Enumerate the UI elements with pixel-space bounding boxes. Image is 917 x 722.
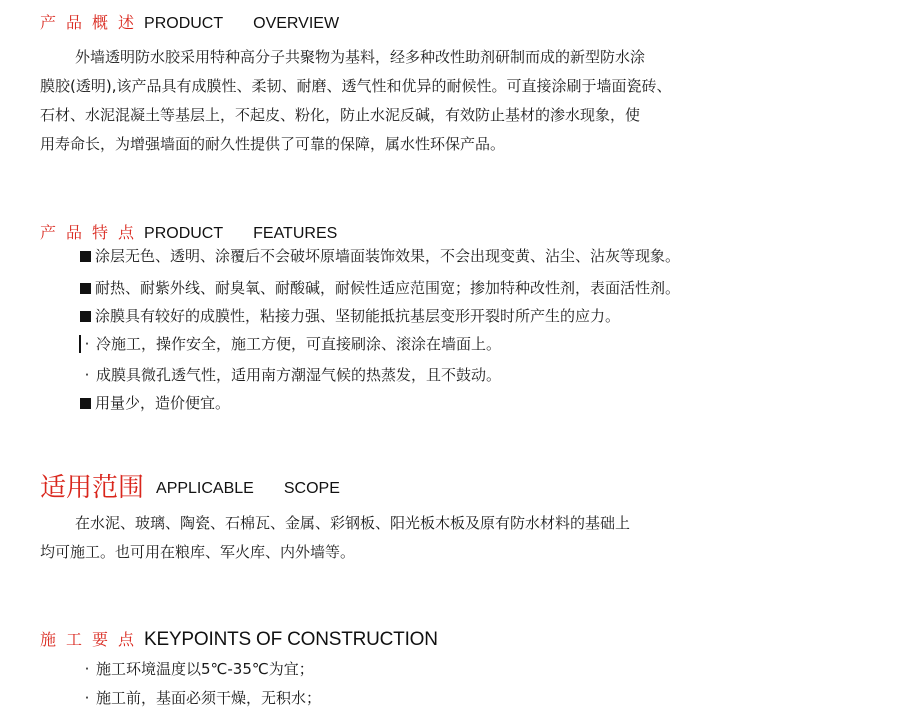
scope-line: 在水泥、玻璃、陶瓷、石棉瓦、金属、彩钢板、阳光板木板及原有防水材料的基础上 (75, 514, 631, 532)
feature-text: 成膜具微孔透气性，适用南方潮湿气候的热蒸发，且不鼓动。 (96, 366, 502, 384)
feature-item (80, 334, 501, 354)
scope-title-en1: APPLICABLE (156, 480, 254, 497)
scope-heading (40, 475, 340, 501)
construction-title-zh: 施工要点 (40, 630, 145, 649)
overview-title-en1: PRODUCT (144, 15, 224, 32)
features-title-zh: 产品特点 (40, 223, 145, 242)
overview-heading (40, 15, 339, 32)
feature-item (80, 278, 680, 298)
square-bullet-icon (80, 311, 91, 322)
feature-item (80, 246, 680, 266)
features-title-en1: PRODUCT (144, 225, 224, 242)
overview-line: 外墙透明防水胶采用特种高分子共聚物为基料，经多种改性助剂研制而成的新型防水涂 (75, 48, 646, 66)
square-bullet-icon (80, 251, 91, 262)
feature-text: 涂膜具有较好的成膜性，粘接力强、坚韧能抵抗基层变形开裂时所产生的应力。 (95, 307, 621, 325)
construction-item (80, 688, 321, 708)
scope-title-zh: 适用范围 (40, 473, 145, 503)
construction-item (80, 659, 314, 679)
feature-text: 冷施工，操作安全，施工方便，可直接刷涂、滚涂在墙面上。 (96, 335, 502, 353)
construction-title-en: KEYPOINTS OF CONSTRUCTION (144, 629, 438, 650)
scope-paragraph (40, 509, 630, 567)
features-heading (40, 225, 337, 242)
construction-heading (40, 630, 438, 649)
scope-line: 均可施工。也可用在粮库、军火库、内外墙等。 (40, 543, 356, 561)
overview-line: 石材、水泥混凝土等基层上，不起皮、粉化，防止水泥反碱，有效防止基材的渗水现象，使 (40, 106, 641, 124)
feature-text: 用量少，造价便宜。 (95, 394, 231, 412)
square-bullet-icon (80, 283, 91, 294)
feature-item (80, 306, 620, 326)
feature-text: 涂层无色、透明、涂覆后不会破坏原墙面装饰效果，不会出现变黄、沾尘、沾灰等现象。 (95, 247, 681, 265)
square-bullet-icon (80, 398, 91, 409)
overview-title-zh: 产品概述 (40, 13, 145, 32)
overview-paragraph (40, 43, 671, 159)
feature-text: 耐热、耐紫外线、耐臭氧、耐酸碱，耐候性适应范围宽；掺加特种改性剂，表面活性剂。 (95, 279, 681, 297)
features-title-en2: FEATURES (253, 225, 338, 242)
dot-bullet-icon: · (84, 689, 90, 707)
dot-bullet-icon: · (84, 660, 90, 678)
text-cursor-icon (79, 335, 81, 353)
construction-text: 施工前，基面必须干燥，无积水； (96, 689, 322, 707)
dot-bullet-icon: · (84, 366, 90, 384)
overview-title-en2: OVERVIEW (253, 15, 340, 32)
construction-text: 施工环境温度以5℃-35℃为宜； (96, 660, 314, 678)
dot-bullet-icon: · (84, 335, 90, 353)
scope-title-en2: SCOPE (283, 480, 340, 497)
feature-item (80, 393, 230, 413)
overview-line: 膜胶(透明),该产品具有成膜性、柔韧、耐磨、透气性和优异的耐候性。可直接涂刷于墙面瓷砖、 (40, 77, 672, 95)
overview-line: 用寿命长，为增强墙面的耐久性提供了可靠的保障，属水性环保产品。 (40, 135, 506, 153)
feature-item (80, 365, 501, 385)
